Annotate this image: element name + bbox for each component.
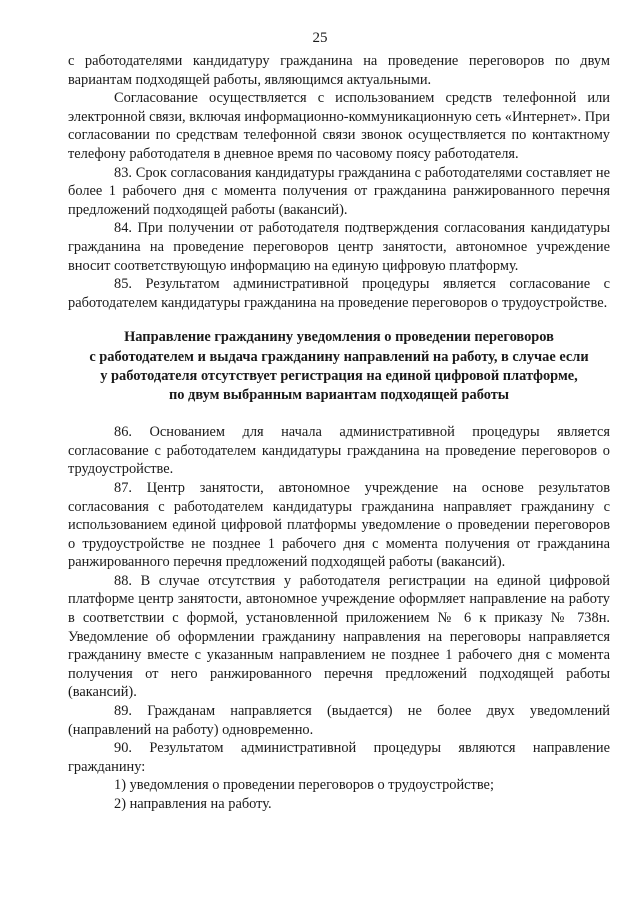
section-heading (68, 328, 610, 405)
section-heading-line: у работодателя отсутствует регистрация на единой цифровой платформе, (100, 367, 578, 384)
document-body (68, 52, 610, 814)
paragraph-90: 90. Результатом административной процедуры являются направление гражданину: (68, 740, 610, 775)
page-number: 25 (312, 30, 328, 46)
paragraph-83: 83. Срок согласования кандидатуры гражданина с работодателями составляет не более 1 рабочего дня с момента получения от гражданина ранжированного перечня предложений подходящей работы (вакансий). (68, 164, 610, 218)
paragraph-88: 88. В случае отсутствия у работодателя регистрации на единой цифровой платформе центр занятости, автономное учреждение оформляет направление на работу в соответствии с формой, установленной приложением № 6 к приказу № 738н. Уведомление об оформлении гражданину направления на переговоры направляется гражданину вместе с указанным направлением не позднее 1 рабочего дня с момента получения от него ранжированного перечня предложений подходящей работы (вакансий). (68, 572, 610, 701)
section-heading-line: с работодателем и выдача гражданину направлений на работу, в случае если (89, 348, 589, 365)
paragraph-84: 84. При получении от работодателя подтверждения согласования кандидатуры гражданина на проведение переговоров центр занятости, автономное учреждение вносит соответствующую информацию на единую цифровую платформу. (68, 220, 610, 274)
paragraph-89: 89. Гражданам направляется (выдается) не более двух уведомлений (направлений на работу) одновременно. (68, 703, 610, 738)
paragraph-87: 87. Центр занятости, автономное учреждение на основе результатов согласования с работодателем кандидатуры гражданина направляет гражданину с использованием единой цифровой платформы уведомление о проведении переговоров о трудоустройстве не позднее 1 рабочего дня с момента получения от гражданина ранжированного перечня предложений подходящей работы (вакансий). (68, 479, 610, 571)
paragraph-soglasovanie: Согласование осуществляется с использованием средств телефонной или электронной связи, включая информационно-коммуникационную сеть «Интернет». При согласовании по средствам телефонной связи звонок осуществляется по контактному телефону работодателя в дневное время по часовому поясу работодателя. (68, 90, 610, 162)
paragraph-86: 86. Основанием для начала административной процедуры является согласование с работодателем кандидатуры гражданина на проведение переговоров о трудоустройстве. (68, 424, 610, 478)
list-item: 2) направления на работу. (114, 796, 272, 812)
section-heading-line: по двум выбранным вариантам подходящей работы (168, 386, 510, 403)
list-item: 1) уведомления о проведении переговоров о трудоустройстве; (114, 777, 494, 794)
section-heading-line: Направление гражданину уведомления о проведении переговоров (124, 329, 554, 346)
paragraph-85: 85. Результатом административной процедуры является согласование с работодателем кандидатуры гражданина на проведение переговоров о трудоустройстве. (68, 276, 610, 311)
paragraph-continuation: с работодателями кандидатуру гражданина на проведение переговоров по двум вариантам подходящей работы, являющимся актуальными. (68, 53, 610, 88)
